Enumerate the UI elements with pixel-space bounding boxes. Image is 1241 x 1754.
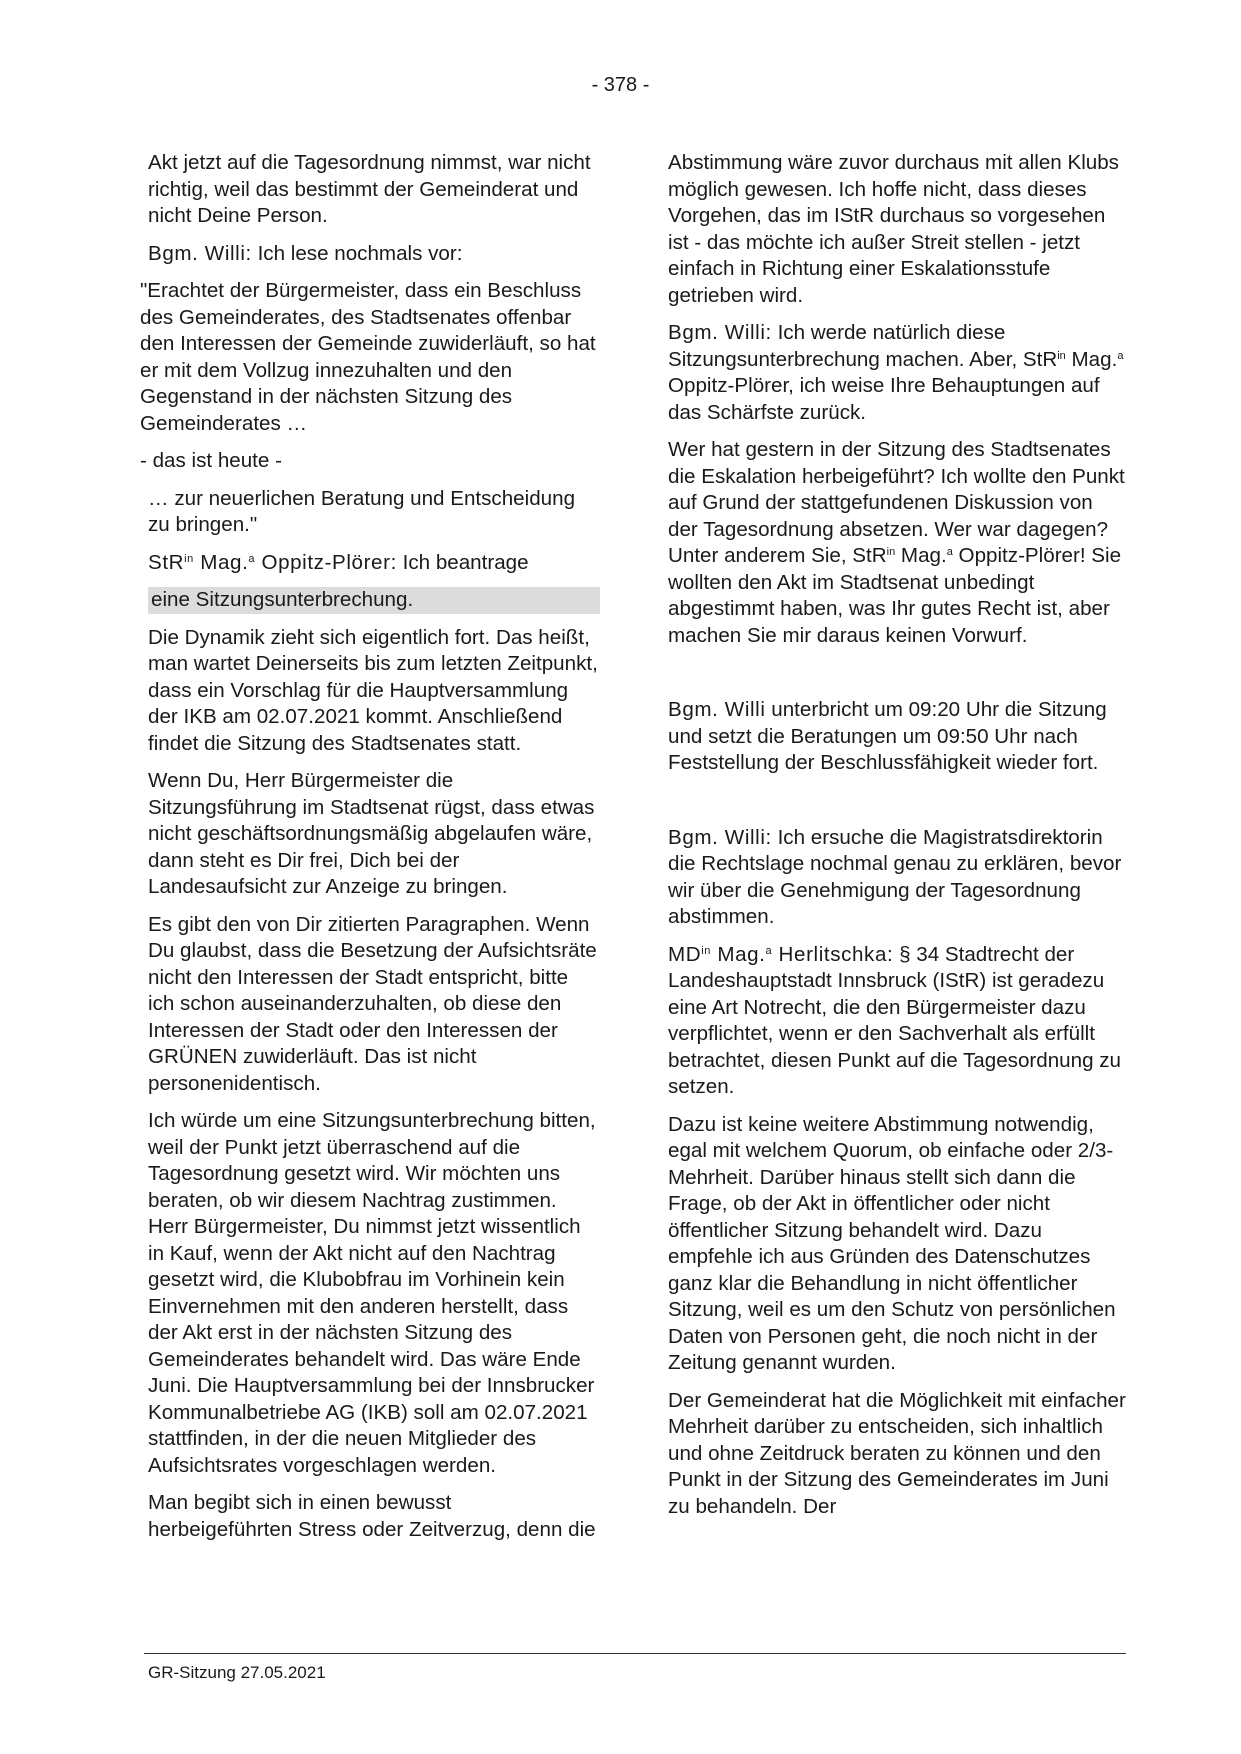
footer-session-date: GR-Sitzung 27.05.2021 xyxy=(148,1663,326,1682)
speaker-name xyxy=(668,943,893,966)
superscript: in xyxy=(886,546,896,558)
paragraph-text: Ich ersuche die Magistratsdirektorin die Rechtslage nochmal genau zu erklären, bevor wir über die Genehmigung der Tagesordnung abstimmen. xyxy=(668,825,1122,928)
page-number: - 378 - xyxy=(591,74,650,96)
paragraph: Man begibt sich in einen bewusst herbeigeführten Stress oder Zeitverzug, denn die xyxy=(148,1491,596,1541)
speaker-name: Bgm. Willi: xyxy=(148,241,252,265)
paragraph-text: Ich werde natürlich diese Sitzungsunterbrechung machen. Aber, StR xyxy=(668,321,1058,371)
paragraph-text: Oppitz-Plörer, ich weise Ihre Behauptungen auf das Schärfste zurück. xyxy=(668,374,1100,424)
speaker-name xyxy=(148,551,397,574)
paragraph-text: Ich lese nochmals vor: xyxy=(251,241,463,265)
speaker-paragraph xyxy=(668,825,1128,931)
paragraph: Wenn Du, Herr Bürgermeister die Sitzungsführung im Stadtsenat rügst, dass etwas nicht geschäftsordnungsmäßig abgelaufen wäre, dann steht es Dir frei, Dich bei der Landesaufsicht zur Anzeige zu bringen. xyxy=(148,769,595,898)
paragraph-text: § 34 Stadtrecht der Landeshauptstadt Innsbruck (IStR) ist geradezu eine Art Notrecht, die den Bürgermeister dazu verpflichtet, wenn er den Sachverhalt als erfüllt betrachtet, diesen Punkt auf die Tagesordnung zu setzen. xyxy=(668,942,1122,1098)
footer-divider xyxy=(144,1653,1126,1654)
superscript: in xyxy=(184,552,194,565)
superscript: a xyxy=(1117,349,1124,362)
highlighted-paragraph: eine Sitzungsunterbrechung. xyxy=(148,587,600,614)
speaker-paragraph xyxy=(668,320,1128,426)
paragraph: Abstimmung wäre zuvor durchaus mit allen Klubs möglich gewesen. Ich hoffe nicht, dass dieses Vorgehen, das im IStR durchaus so vorgesehen ist - das möchte ich außer Streit stellen - jetzt einfach in Richtung einer Eskalationsstufe getrieben wird. xyxy=(668,151,1119,307)
paragraph-text: Mag. xyxy=(1065,347,1118,371)
speaker-surname: Herlitschka: xyxy=(772,942,894,966)
right-column xyxy=(668,150,1128,1531)
quote-paragraph: "Erachtet der Bürgermeister, dass ein Beschluss des Gemeinderates, des Stadtsenates offenbar den Interessen der Gemeinde zuwiderläuft, so hat er mit dem Vollzug innezuhalten und den Gegenstand in der nächsten Sitzung des Gemeinderates … xyxy=(140,279,596,435)
paragraph-text: unterbricht um 09:20 Uhr die Sitzung und setzt die Beratungen um 09:50 Uhr nach Feststellung der Beschlussfähigkeit wieder fort. xyxy=(668,698,1107,774)
paragraph xyxy=(668,437,1128,649)
speaker-title: Mag. xyxy=(711,942,766,966)
paragraph: Akt jetzt auf die Tagesordnung nimmst, war nicht richtig, weil das bestimmt der Gemeinderat und nicht Deine Person. xyxy=(148,151,591,227)
speaker-title: StR xyxy=(148,550,185,574)
paragraph-text: Oppitz-Plörer! Sie wollten den Akt im Stadtsenat unbedingt abgestimmt haben, was Ihr gutes Recht ist, aber machen Sie mir daraus keinen Vorwurf. xyxy=(668,544,1122,647)
speaker-paragraph xyxy=(148,241,600,268)
speaker-paragraph xyxy=(148,550,600,577)
paragraph: - das ist heute - xyxy=(140,449,282,472)
paragraph: Es gibt den von Dir zitierten Paragraphen. Wenn Du glaubst, dass die Besetzung der Aufsichtsräte nicht den Interessen der Stadt entspricht, bitte ich schon auseinanderzuhalten, ob diese den Interessen der Stadt oder den Interessen der GRÜNEN zuwiderläuft. Das ist nicht personenidentisch. xyxy=(148,912,597,1095)
superscript: in xyxy=(701,944,711,957)
paragraph: Dazu ist keine weitere Abstimmung notwendig, egal mit welchem Quorum, ob einfache oder 2/3-Mehrheit. Darüber hinaus stellt sich dann die Frage, ob der Akt in öffentlicher oder nicht öffentlicher Sitzung behandelt wird. Dazu empfehle ich aus Gründen des Datenschutzes ganz klar die Behandlung in nicht öffentlicher Sitzung, weil es um den Schutz von persönlichen Daten von Personen geht, die noch nicht in der Zeitung genannt wurden. xyxy=(668,1112,1116,1374)
paragraph: Ich würde um eine Sitzungsunterbrechung bitten, weil der Punkt jetzt überraschend auf die Tagesordnung gesetzt wird. Wir möchten uns beraten, ob wir diesem Nachtrag zustimmen. Herr Bürgermeister, Du nimmst jetzt wissentlich in Kauf, wenn der Akt nicht auf den Nachtrag gesetzt wird, die Klubobfrau im Vorhinein kein Einvernehmen mit den anderen herstellt, dass der Akt erst in der nächsten Sitzung des Gemeinderates behandelt wird. Das wäre Ende Juni. Die Hauptversammlung bei der Innsbrucker Kommunalbetriebe AG (IKB) soll am 02.07.2021 stattfinden, in der die neuen Mitglieder des Aufsichtsrates vorgeschlagen werden. xyxy=(148,1109,596,1477)
paragraph-text: Wer hat gestern in der Sitzung des Stadtsenates die Eskalation herbeigeführt? Ich wollte den Punkt auf Grund der stattgefundenen Diskussion von der Tagesordnung absetzen. Wer war dagegen? Unter anderem Sie, StR xyxy=(668,438,1125,567)
quote-paragraph: … zur neuerlichen Beratung und Entscheidung zu bringen." xyxy=(148,486,576,536)
superscript: in xyxy=(1057,349,1066,362)
speaker-surname: Oppitz-Plörer: xyxy=(255,550,397,574)
paragraph: Der Gemeinderat hat die Möglichkeit mit einfacher Mehrheit darüber zu entscheiden, sich inhaltlich und ohne Zeitdruck beraten zu können und den Punkt in der Sitzung des Gemeinderates im Juni zu behandeln. Der xyxy=(668,1388,1126,1518)
paragraph-text: Mag. xyxy=(895,544,947,567)
speaker-name: Bgm. Willi: xyxy=(668,825,772,849)
speaker-title: Mag. xyxy=(193,550,249,574)
paragraph: Die Dynamik zieht sich eigentlich fort. Das heißt, man wartet Deinerseits bis zum letzten Zeitpunkt, dass ein Vorschlag für die Hauptversammlung der IKB am 02.07.2021 kommt. Anschließend findet die Sitzung des Stadtsenates statt. xyxy=(148,625,598,755)
speaker-paragraph xyxy=(668,942,1128,1101)
left-column xyxy=(140,150,600,1554)
superscript: a xyxy=(946,546,953,558)
superscript: a xyxy=(765,944,773,957)
speaker-name: Bgm. Willi: xyxy=(668,321,772,344)
speaker-name: Bgm. Willi xyxy=(668,698,766,721)
speaker-title: MD xyxy=(668,942,702,966)
superscript: a xyxy=(248,552,256,565)
paragraph-text: Ich beantrage xyxy=(396,550,529,574)
session-break-note xyxy=(668,697,1128,777)
